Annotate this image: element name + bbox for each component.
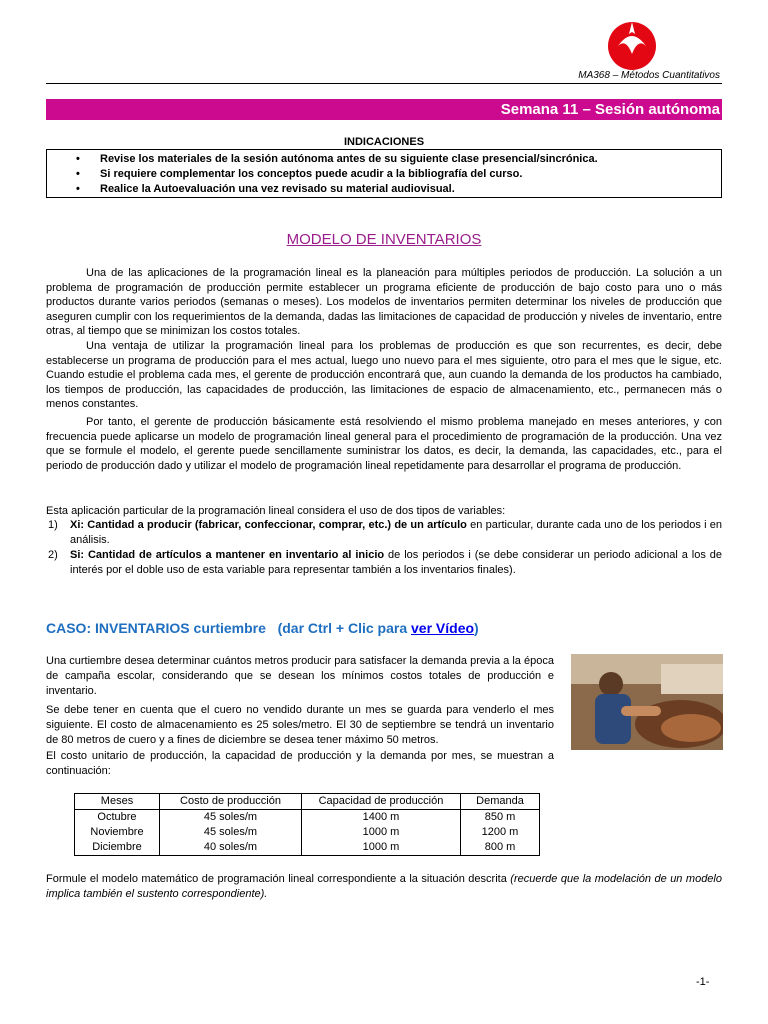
table-cell: 1000 m	[302, 840, 461, 856]
table-cell: 1000 m	[302, 825, 461, 840]
course-label: MA368 – Métodos Cuantitativos	[578, 70, 720, 81]
variable-item	[46, 518, 722, 547]
indications-title: INDICACIONES	[343, 136, 425, 148]
variable-item	[46, 548, 722, 577]
paragraph: Una de las aplicaciones de la programación lineal es la planeación para múltiples periodos de producción. La solución a un problema de programación de producción permite establecer un programa eficiente de producción de bajo costo para uno o más productos durante varios periodos (semanas o meses). Los modelos de inventarios permiten determinar los niveles de producción que aseguren cumplir con los requerimientos de la demanda, dadas las limitaciones de capacidad de producción y niveles de inventario, entre otras, al tiempo que se minimizan los costos totales.	[46, 267, 722, 338]
tannery-worker-photo	[571, 654, 723, 750]
variable-description: en particular, durante cada uno de los periodos i en análisis.	[70, 519, 723, 546]
table-row	[75, 825, 540, 840]
video-link[interactable]: ver Vídeo	[411, 620, 475, 636]
table-cell: Octubre	[75, 810, 160, 826]
table-header: Demanda	[461, 794, 540, 810]
case-paragraph: Una curtiembre desea determinar cuántos metros producir para satisfacer la demanda previa a la época de campaña escolar, considerando que se desean los mínimos costos totales de producción e inventario.	[46, 655, 554, 698]
indications-box	[46, 149, 722, 198]
table-cell: 1400 m	[302, 810, 461, 826]
task-statement	[46, 872, 722, 902]
table-cell: Noviembre	[75, 825, 160, 840]
page-number: -1-	[696, 976, 710, 988]
case-title	[46, 620, 479, 636]
variable-definition: Si: Cantidad de artículos a mantener en inventario al inicio	[70, 549, 385, 561]
table-header: Costo de producción	[160, 794, 302, 810]
table-cell: 45 soles/m	[160, 810, 302, 826]
table-cell: 1200 m	[461, 825, 540, 840]
case-link-prefix: (dar Ctrl + Clic para	[277, 620, 411, 636]
variables-intro: Esta aplicación particular de la programación lineal considera el uso de dos tipos de variables:	[46, 505, 506, 517]
indication-item: • Si requiere complementar los conceptos puede acudir a la bibliografía del curso.	[47, 167, 721, 182]
list-number: 1)	[48, 519, 58, 531]
upc-logo	[604, 16, 660, 72]
production-table	[74, 793, 540, 856]
table-header: Meses	[75, 794, 160, 810]
table-row	[75, 840, 540, 856]
table-header-row	[75, 794, 540, 810]
variable-definition: Xi: Cantidad a producir (fabricar, confeccionar, comprar, etc.) de un artículo	[70, 519, 467, 531]
case-paragraph: Se debe tener en cuenta que el cuero no vendido durante un mes se guarda para venderlo el mes siguiente. El costo de almacenamiento es 25 soles/metro. El 30 de septiembre se tendrá un inventario de 80 metros de cuero y a fines de diciembre se desea tener máximo 50 metros.	[46, 704, 554, 747]
table-cell: 40 soles/m	[160, 840, 302, 856]
task-text: Formule el modelo matemático de programación lineal correspondiente a la situación descrita	[46, 873, 511, 885]
list-number: 2)	[48, 549, 58, 561]
task-note: (recuerde que la modelación de un modelo implica también el sustento correspondiente).	[46, 873, 722, 900]
header-divider	[46, 83, 722, 84]
case-link-suffix: )	[474, 620, 479, 636]
variable-description: de los periodos i (se debe considerar un periodo adicional a los de interés por el doble uso de esta variable para representar también a los inventarios finales).	[70, 549, 722, 576]
table-row	[75, 810, 540, 826]
paragraph: Por tanto, el gerente de producción básicamente está resolviendo el mismo problema manejado en meses anteriores, y con frecuencia puede aplicarse un modelo de programación lineal general para el procedimiento de programación de la producción. Una vez que se formule el modelo, el gerente puede sencillamente suministrar los datos, es decir, la demanda, las capacidades, etc., para el periodo de producción dado y utilizar el modelo de programación lineal repetidamente para desarrollar el programa de producción.	[46, 416, 722, 472]
session-banner: Semana 11 – Sesión autónoma	[46, 99, 722, 120]
table-cell: 800 m	[461, 840, 540, 856]
indication-item: • Realice la Autoevaluación una vez revisado su material audiovisual.	[47, 182, 721, 197]
indication-item: • Revise los materiales de la sesión autónoma antes de su siguiente clase presencial/sincrónica.	[47, 152, 721, 167]
table-cell: 850 m	[461, 810, 540, 826]
case-paragraph: El costo unitario de producción, la capacidad de producción y la demanda por mes, se muestran a continuación:	[46, 750, 554, 778]
table-cell: 45 soles/m	[160, 825, 302, 840]
table-cell: Diciembre	[75, 840, 160, 856]
case-title-text: CASO: INVENTARIOS curtiembre	[46, 620, 266, 636]
section-title: MODELO DE INVENTARIOS	[286, 231, 482, 248]
paragraph: Una ventaja de utilizar la programación lineal para los problemas de producción es que son recurrentes, es decir, debe establecerse un programa de producción para el mes actual, luego uno nuevo para el mes siguiente, otro para el mes que le sigue, etc. Cuando estudie el problema cada mes, el gerente de producción encontrará que, aun cuando la demanda de los productos ha cambiado, los tiempos de producción, las capacidades de producción, las limitaciones de espacio de almacenamiento, etc., permanecen más o menos constantes.	[46, 340, 722, 411]
table-header: Capacidad de producción	[302, 794, 461, 810]
